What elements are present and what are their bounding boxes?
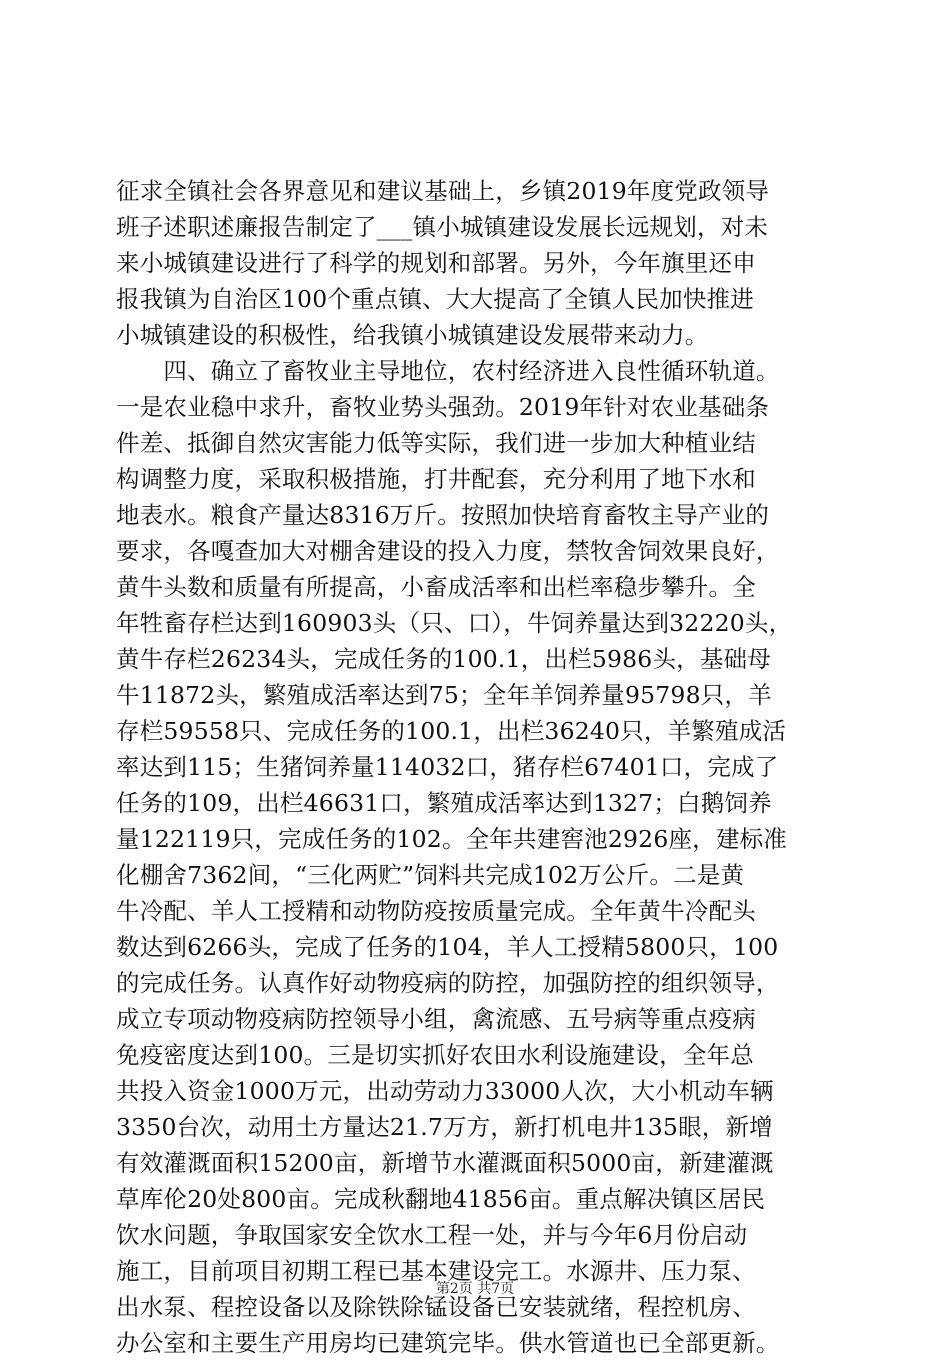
text-line: 牛11872头，繁殖成活率达到75；全年羊饲养量95798只，羊: [116, 681, 772, 709]
text-line: 3350台次，动用土方量达21.7万方，新打机电井135眼，新增: [116, 1113, 773, 1141]
text-line: 一是农业稳中求升，畜牧业势头强劲。2019年针对农业基础条: [116, 393, 770, 421]
text-line: 要求，各嘎查加大对棚舍建设的投入力度，禁牧舍饲效果良好，: [116, 537, 780, 565]
text-line: 免疫密度达到100。三是切实抓好农田水利设施建设，全年总: [116, 1041, 754, 1069]
text-line: 件差、抵御自然灾害能力低等实际，我们进一步加大种植业结: [116, 429, 756, 457]
text-line: 率达到115；生猪饲养量114032口，猪存栏67401口，完成了: [116, 753, 779, 781]
text-line: 量122119只，完成任务的102。全年共建窖池2926座，建标准: [116, 825, 787, 853]
text-line: 小城镇建设的积极性，给我镇小城镇建设发展带来动力。: [116, 321, 709, 349]
text-line: 的完成任务。认真作好动物疫病的防控，加强防控的组织领导，: [116, 969, 780, 997]
text-line: 报我镇为自治区100个重点镇、大大提高了全镇人民加快推进: [116, 285, 754, 313]
text-line: 共投入资金1000万元，出动劳动力33000人次，大小机动车辆: [116, 1077, 774, 1105]
text-line: 年牲畜存栏达到160903头（只、口），牛饲养量达到32220头，: [116, 609, 793, 637]
text-line: 施工，目前项目初期工程已基本建设完工。水源井、压力泵、: [116, 1257, 756, 1285]
text-line: 存栏59558只、完成任务的100.1，出栏36240只，羊繁殖成活: [116, 717, 787, 745]
text-line: 饮水问题，争取国家安全饮水工程一处，并与今年6月份启动: [116, 1221, 748, 1249]
text-line: 数达到6266头，完成了任务的104，羊人工授精5800只，100: [116, 933, 779, 961]
text-line: 成立专项动物疫病防控领导小组，禽流感、五号病等重点疫病: [116, 1005, 756, 1033]
text-line: 出水泵、程控设备以及除铁除锰设备已安装就绪，程控机房、: [116, 1293, 756, 1321]
text-line: 来小城镇建设进行了科学的规划和部署。另外，今年旗里还申: [116, 249, 756, 277]
body-text: [116, 173, 856, 1361]
text-line: 班子述职述廉报告制定了___镇小城镇建设发展长远规划，对未: [116, 213, 769, 241]
text-line: 征求全镇社会各界意见和建议基础上，乡镇2019年度党政领导: [116, 177, 770, 205]
text-line: 化棚舍7362间，“三化两贮”饲料共完成102万公斤。二是黄: [116, 861, 745, 889]
text-line: 牛冷配、羊人工授精和动物防疫按质量完成。全年黄牛冷配头: [116, 897, 756, 925]
text-line: 黄牛头数和质量有所提高，小畜成活率和出栏率稳步攀升。全: [116, 573, 756, 601]
text-line: 地表水。粮食产量达8316万斤。按照加快培育畜牧主导产业的: [116, 501, 770, 529]
text-line: 有效灌溉面积15200亩，新增节水灌溉面积5000亩，新建灌溉: [116, 1149, 774, 1177]
text-line: 四、确立了畜牧业主导地位，农村经济进入良性循环轨道。: [116, 357, 780, 385]
text-line: 草库伦20处800亩。完成秋翻地41856亩。重点解决镇区居民: [116, 1185, 766, 1213]
text-line: 任务的109，出栏46631口，繁殖成活率达到1327；白鹅饲养: [116, 789, 772, 817]
text-line: 黄牛存栏26234头，完成任务的100.1，出栏5986头，基础母: [116, 645, 771, 673]
text-line: 构调整力度，采取积极措施，打井配套，充分利用了地下水和: [116, 465, 756, 493]
text-line: 办公室和主要生产用房均已建筑完毕。供水管道也已全部更新。: [116, 1329, 780, 1357]
page-footer: 第2页 共7页: [435, 1281, 515, 1297]
